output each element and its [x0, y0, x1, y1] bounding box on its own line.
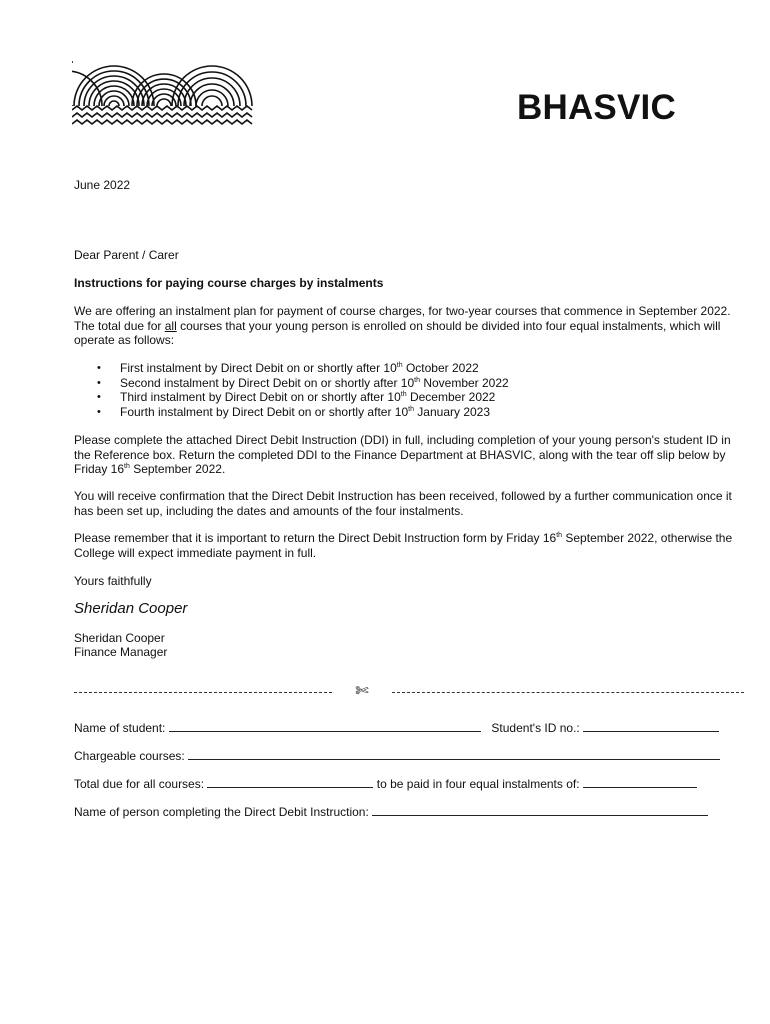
instalment-date: November 2022 — [419, 375, 509, 390]
student-id-field[interactable] — [583, 720, 719, 732]
instalment-text: Second instalment by Direct Debit on or shortly after 10 — [120, 375, 415, 390]
courses-field[interactable] — [188, 748, 720, 760]
bhasvic-logo — [72, 46, 256, 128]
brand-wordmark: BHASVIC — [517, 88, 676, 127]
instalment-text: Third instalment by Direct Debit on or shortly after 10 — [120, 390, 401, 404]
superscript: th — [556, 532, 563, 539]
student-name-field[interactable] — [169, 720, 481, 732]
instalment-text: First instalment by Direct Debit on or shortly after 10 — [120, 361, 397, 375]
reminder-text-1: Please remember that it is important to return the Direct Debit Instruction form by Friday 16 — [74, 531, 557, 545]
letter-date: June 2022 — [74, 178, 131, 192]
signer-name: Sheridan Cooper — [74, 631, 165, 645]
ddi-paragraph — [74, 433, 744, 477]
intro-all-underlined: all — [164, 318, 177, 333]
list-item — [74, 390, 744, 405]
total-field[interactable] — [207, 776, 373, 788]
list-item — [74, 405, 744, 420]
superscript: th — [400, 391, 407, 398]
dashed-divider-right — [392, 692, 744, 693]
ddi-text-1: Please complete the attached Direct Debit Instruction (DDI) in full, including completion of your young person's student ID in the Reference box. Return the completed DDI to the Finance Department at BHASVIC, along with the tear off slip below by Friday 16 — [74, 433, 731, 476]
superscript: th — [408, 405, 414, 413]
courses-row — [74, 748, 734, 764]
instalment-date: January 2023 — [413, 404, 491, 419]
dashed-divider-left — [74, 692, 332, 693]
total-label: Total due for all courses: — [74, 777, 205, 791]
intro-text-2: courses that your young person is enrolled on should be divided into four equal instalments, which will operate as follows: — [74, 318, 721, 347]
intro-text-1: We are offering an instalment plan for payment of course charges, for two-year courses that commence in September 2022. The total due for — [74, 304, 731, 333]
ddi-text-2: September 2022. — [129, 462, 226, 476]
student-name-label: Name of student: — [74, 721, 166, 735]
instalment-list — [74, 361, 744, 419]
courses-label: Chargeable courses: — [74, 749, 185, 763]
superscript: th — [124, 463, 130, 470]
instalments-label: to be paid in four equal instalments of: — [376, 777, 580, 791]
list-item — [74, 361, 744, 376]
student-id-label: Student's ID no.: — [491, 721, 580, 735]
completer-label: Name of person completing the Direct Debit Instruction: — [74, 805, 369, 819]
reminder-paragraph — [74, 531, 744, 560]
salutation: Dear Parent / Carer — [74, 248, 179, 262]
instalment-date: October 2022 — [402, 361, 479, 375]
student-row — [74, 720, 734, 736]
signature: Sheridan Cooper — [74, 600, 188, 617]
list-item — [74, 376, 744, 391]
completer-field[interactable] — [372, 804, 708, 816]
confirmation-paragraph: You will receive confirmation that the Direct Debit Instruction has been received, followed by a further communication once it has been set up, including the dates and amounts of the four instalments. — [74, 489, 732, 518]
tear-off-line — [74, 684, 744, 700]
signer-title: Finance Manager — [74, 645, 168, 659]
superscript: th — [414, 376, 420, 384]
completer-row — [74, 804, 734, 820]
total-row — [74, 776, 734, 792]
closing: Yours faithfully — [74, 574, 152, 588]
intro-paragraph — [74, 304, 744, 348]
letter-heading: Instructions for paying course charges by instalments — [74, 276, 384, 290]
superscript: th — [396, 362, 403, 369]
instalment-text: Fourth instalment by Direct Debit on or shortly after 10 — [120, 404, 409, 419]
instalment-amount-field[interactable] — [583, 776, 697, 788]
instalment-date: December 2022 — [406, 390, 496, 404]
reminder-text-2: September 2022, otherwise the College will expect immediate payment in full. — [74, 531, 733, 560]
scissors-icon: ✄ — [355, 683, 369, 700]
